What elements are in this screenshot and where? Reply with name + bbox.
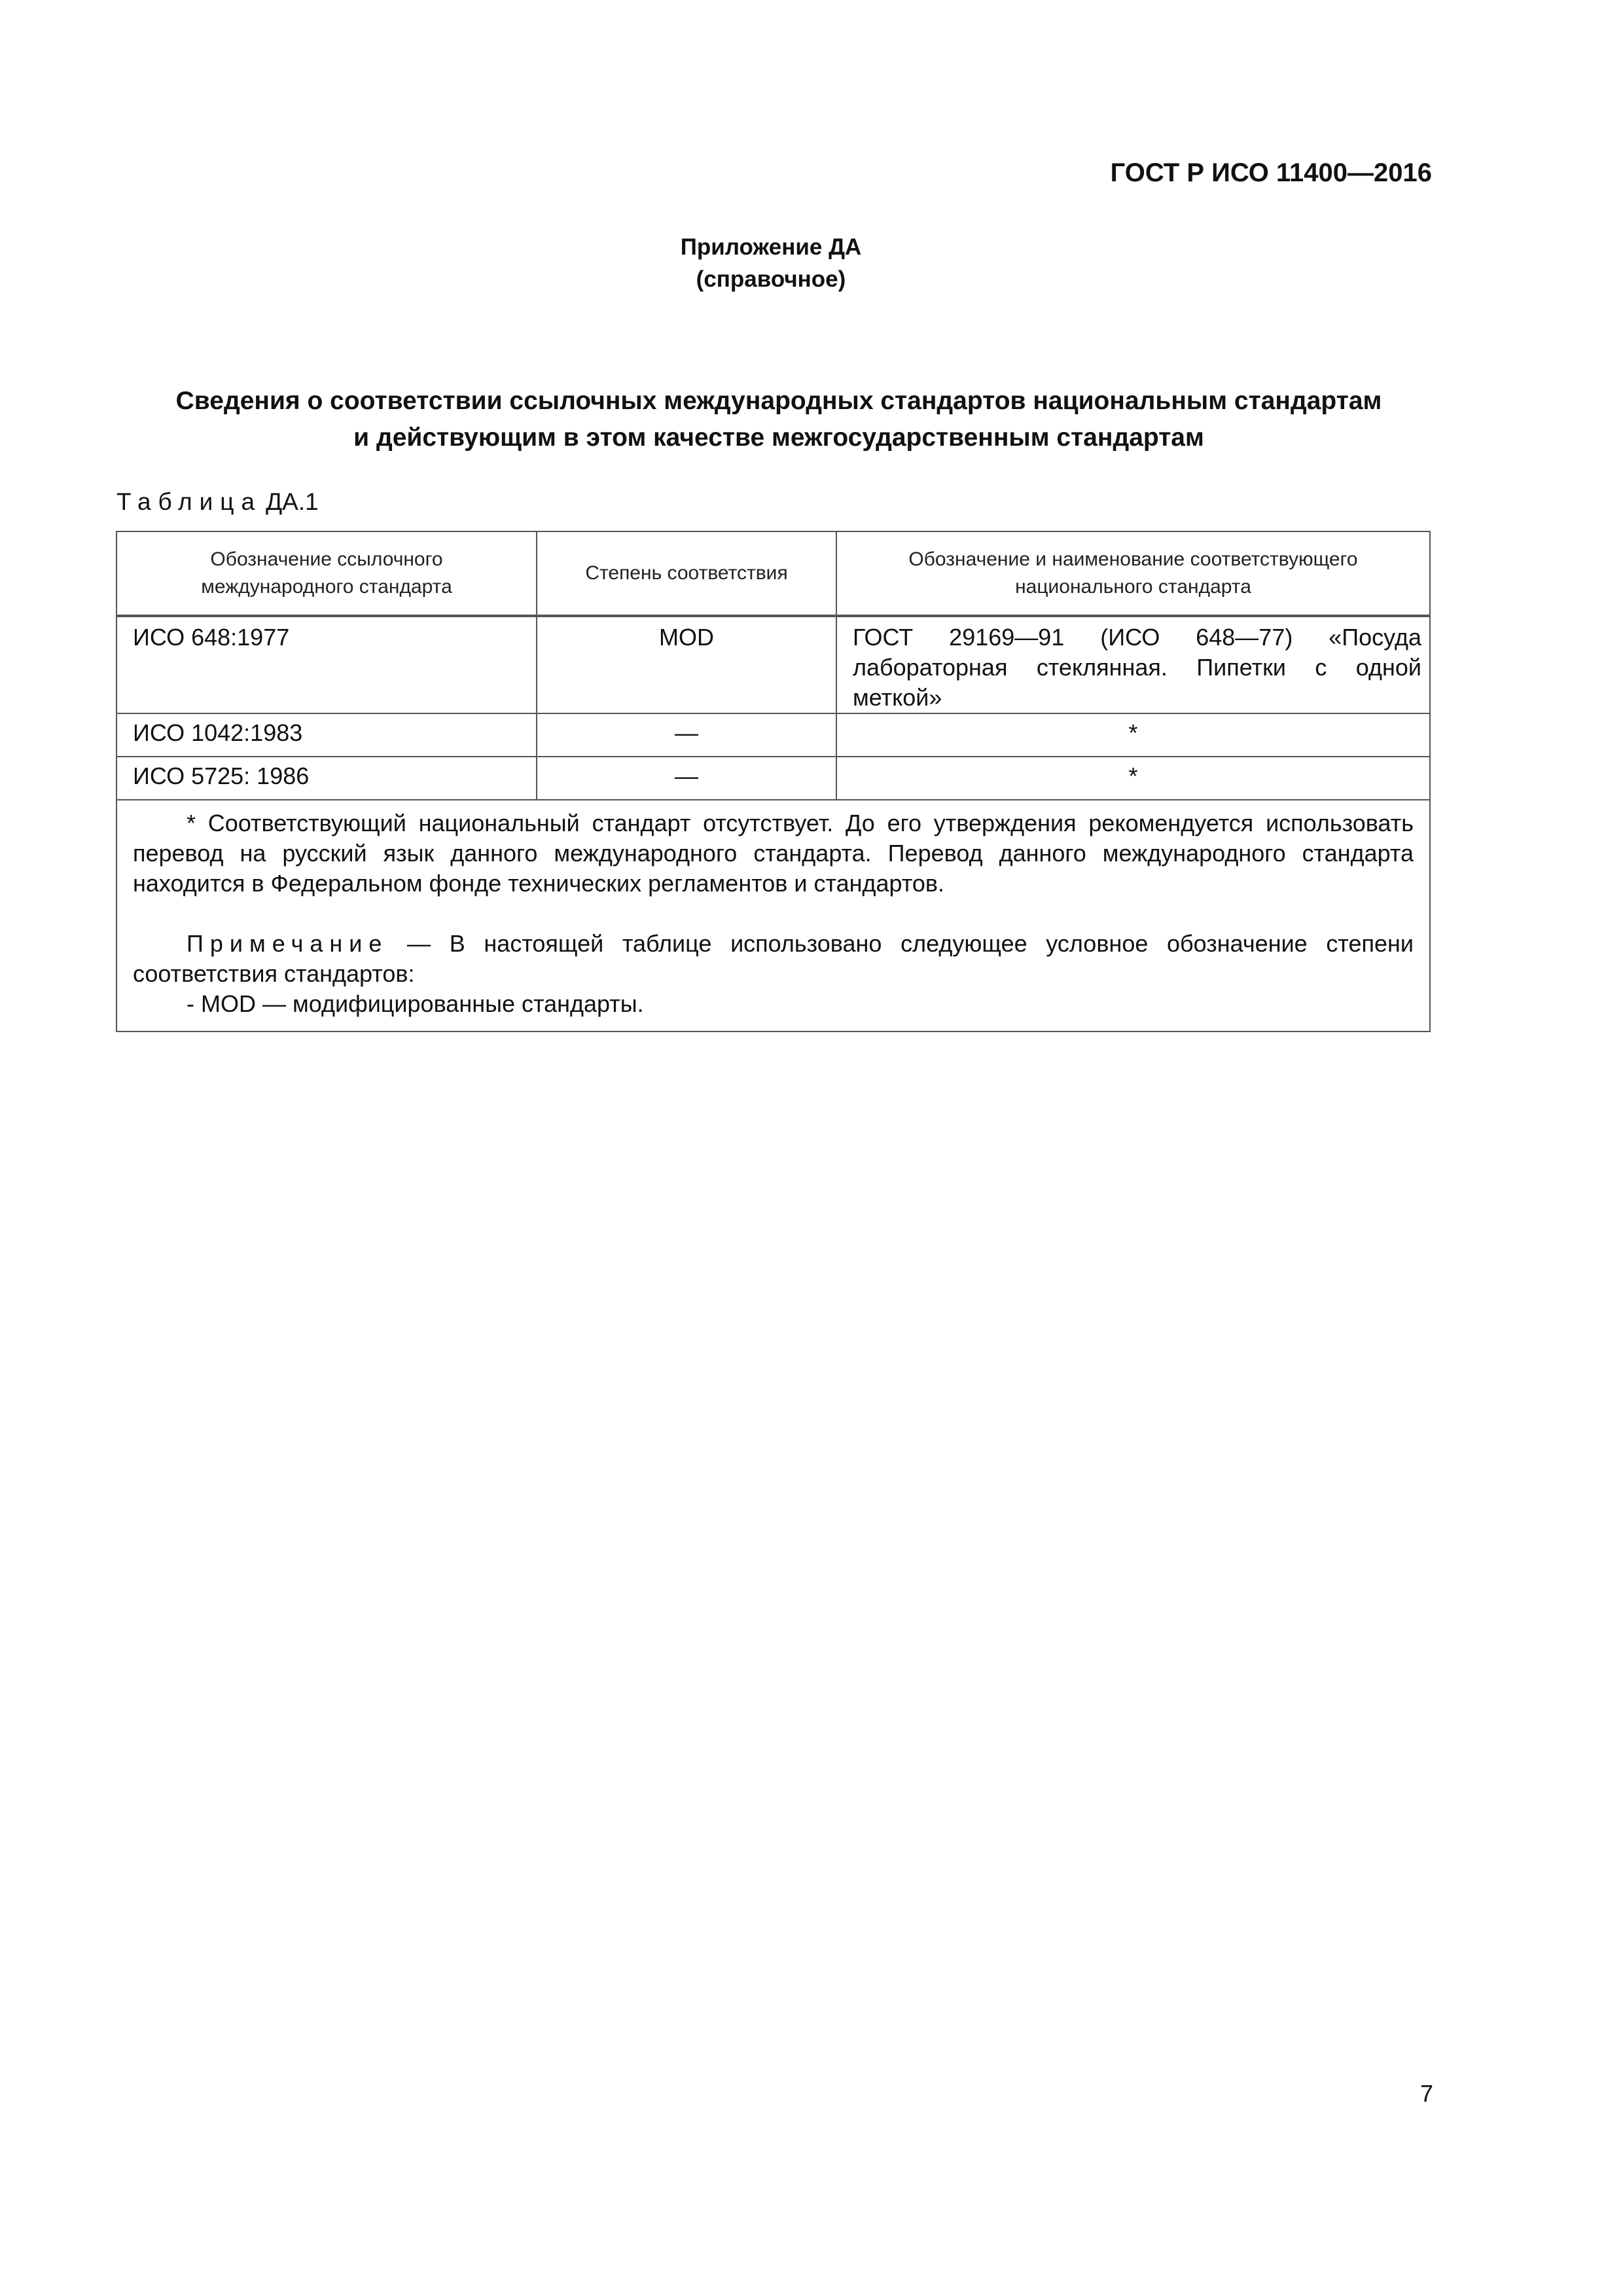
column-header-national-standard: Обозначение и наименование соответствующего национального стандарта [836, 531, 1430, 616]
cell-national-standard: * [836, 713, 1430, 757]
table-caption-word: Таблица [116, 488, 262, 515]
document-code: ГОСТ Р ИСО 11400—2016 [1110, 158, 1432, 187]
footnote-text: * Соответствующий национальный стандарт отсутствует. До его утверждения рекомендуется использовать перевод на русский язык данного международного стандарта. Перевод данного международного стандарта находится в Федеральном фонде технических регламентов и стандартов. [133, 810, 1414, 897]
table-row [116, 616, 1430, 713]
cell-degree: — [537, 757, 836, 800]
cell-degree: MOD [537, 616, 836, 713]
table-row [116, 713, 1430, 757]
cell-international-standard: ИСО 5725: 1986 [116, 757, 537, 800]
cell-international-standard: ИСО 1042:1983 [116, 713, 537, 757]
cell-national-standard: ГОСТ 29169—91 (ИСО 648—77) «Посуда лабораторная стеклянная. Пипетки с одной меткой» [836, 616, 1430, 713]
correspondence-table [116, 531, 1431, 1032]
column-header-degree: Степень соответствия [537, 531, 836, 616]
table-row [116, 757, 1430, 800]
table-caption [116, 488, 319, 516]
cell-international-standard: ИСО 648:1977 [116, 616, 537, 713]
column-header-international-standard: Обозначение ссылочного международного стандарта [116, 531, 537, 616]
table-caption-number: ДА.1 [266, 488, 319, 515]
table-header-row [116, 531, 1430, 616]
note-item: - MOD — модифицированные стандарты. [187, 990, 644, 1017]
cell-degree: — [537, 713, 836, 757]
note-text: — В настоящей таблице использовано следующее условное обозначение степени соответствия стандартов: [133, 930, 1414, 987]
annex-title: Приложение ДА [680, 234, 862, 260]
page-number: 7 [1419, 2080, 1433, 2107]
table-footnote-row [116, 800, 1430, 1031]
table-footnote-cell [116, 800, 1430, 1031]
annex-status: (справочное) [696, 266, 846, 292]
section-heading-line-2: и действующим в этом качестве межгосударственным стандартам [353, 423, 1204, 452]
cell-national-standard: * [836, 757, 1430, 800]
section-heading-line-1: Сведения о соответствии ссылочных международных стандартов национальным стандартам [175, 387, 1382, 415]
note-paragraph [133, 929, 1414, 989]
note-label: Примечание [187, 930, 389, 957]
